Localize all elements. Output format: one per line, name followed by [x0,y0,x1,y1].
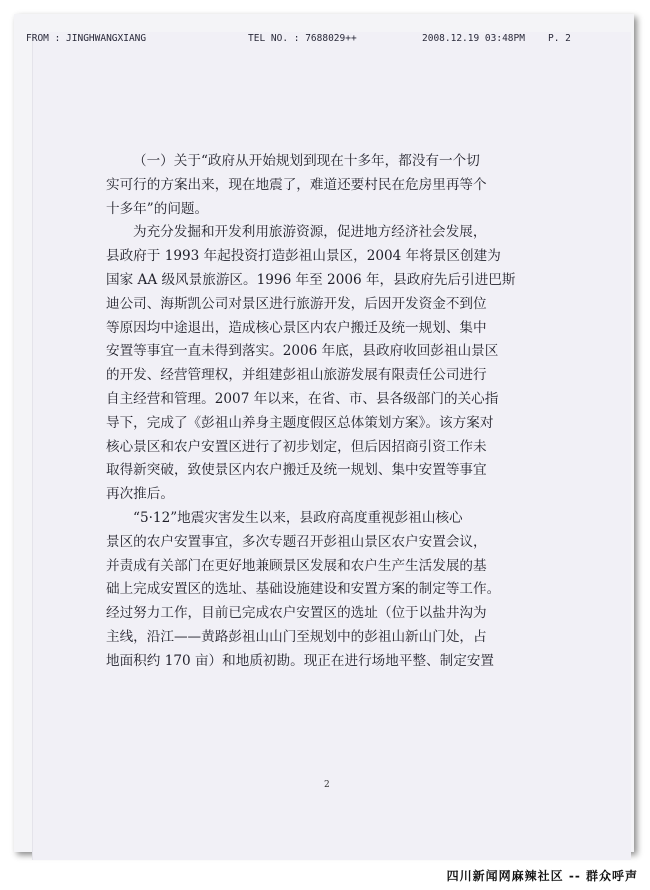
body-line: 自主经营和管理。2007 年以来，在省、市、县各级部门的关心指 [106,390,499,407]
body-line: 础上完成安置区的选址、基础设施建设和安置方案的制定等工作。 [106,581,501,598]
body-line: 十多年”的问题。 [106,200,209,217]
body-line: “5·12”地震灾害发生以来，县政府高度重视彭祖山核心 [133,509,463,526]
source-watermark-banner: 四川新闻网麻辣社区 -- 群众呼声 [446,869,638,883]
body-line: 实可行的方案出来，现在地震了，难道还要村民在危房里再等个 [106,176,487,193]
body-line: 经过努力工作，目前已完成农户安置区的选址（位于以盐井沟为 [106,605,487,622]
body-line: 国家 AA 级风景旅游区。1996 年至 2006 年，县政府先后引进巴斯 [106,271,516,288]
fax-page-indicator: P. 2 [548,33,571,44]
fax-date-time: 2008.12.19 03:48PM [422,33,525,44]
body-line: 为充分发掘和开发利用旅游资源，促进地方经济社会发展， [133,224,487,241]
body-line: 的开发、经营管理权，并组建彭祖山旅游发展有限责任公司进行 [106,367,487,384]
body-line: 地面积约 170 亩）和地质初勘。现正在进行场地平整、制定安置 [106,652,495,669]
page-number: 2 [324,780,330,790]
body-line: 再次推后。 [106,486,174,503]
body-line: 主线，沿江——黄路彭祖山山门至规划中的彭祖山新山门处，占 [106,628,487,645]
fax-header [26,33,596,49]
fax-tel: TEL NO. : 7688029++ [248,33,357,44]
body-line: 并责成有关部门在更好地兼顾景区发展和农户生产生活发展的基 [106,557,487,574]
body-line: 取得新突破，致使景区内农户搬迁及统一规划、集中安置等事宜 [106,462,487,479]
body-line: 景区的农户安置事宜，多次专题召开彭祖山景区农户安置会议， [106,533,487,550]
body-line: 迪公司、海斯凯公司对景区进行旅游开发，后因开发资金不到位 [106,295,487,312]
document-body [106,150,552,674]
body-line: 导下，完成了《彭祖山养身主题度假区总体策划方案》。该方案对 [106,414,494,431]
body-line: 县政府于 1993 年起投资打造彭祖山景区，2004 年将景区创建为 [106,248,501,265]
body-line: （一）关于“政府从开始规划到现在十多年，都没有一个切 [133,153,480,169]
fax-from: FROM : JINGHWANGXIANG [26,33,147,44]
body-line: 核心景区和农户安置区进行了初步划定，但后因招商引资工作未 [106,438,487,455]
body-line: 等原因均中途退出，造成核心景区内农户搬迁及统一规划、集中 [106,319,487,336]
body-line: 安置等事宜一直未得到落实。2006 年底，县政府收回彭祖山景区 [106,343,499,360]
